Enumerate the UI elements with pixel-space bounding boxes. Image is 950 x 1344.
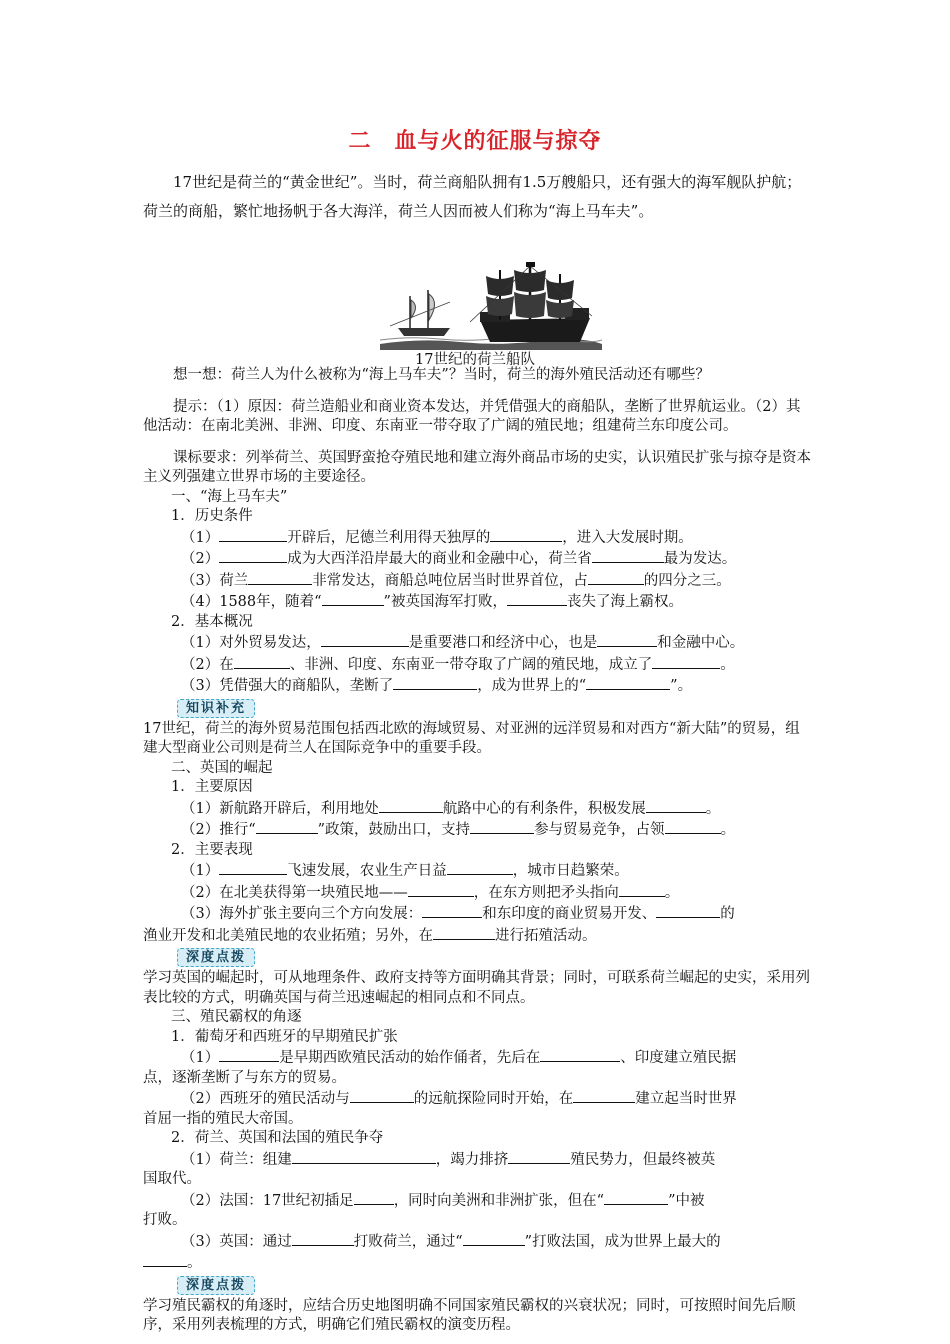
page-title: 二 血与火的征服与掠夺 [348, 129, 602, 154]
deep-insight-label: 深度点拨 [177, 1276, 255, 1295]
fill-line: 。 [143, 1252, 813, 1274]
supplement-paragraph: 学习英国的崛起时，可从地理条件、政府支持等方面明确其背景；同时，可联系荷兰崛起的史实，采用列表比较的方式，明确英国与荷兰迅速崛起的相同点和不同点。 [143, 970, 810, 1006]
section-heading: 三、殖民霸权的角逐 [171, 1009, 302, 1025]
think-question: 想一想：荷兰人为什么被称为“海上马车夫”？当时，荷兰的海外殖民活动还有哪些？ [173, 367, 710, 383]
fill-line: （1） 开辟后，尼德兰利用得天独厚的 ，进入大发展时期。 [143, 527, 813, 549]
subsection-heading: 1．葡萄牙和西班牙的早期殖民扩张 [171, 1028, 398, 1045]
fill-line: 打败。 [143, 1212, 187, 1228]
section-heading: 二、英国的崛起 [171, 759, 273, 776]
fill-line: （3）海外扩张主要向三个方向发展： 和东印度的商业贸易开发、 的 [143, 903, 813, 925]
fill-line: （1） 是早期西欧殖民活动的始作俑者，先后在 、印度建立殖民据 [143, 1047, 813, 1069]
dutch-fleet-illustration [380, 262, 602, 350]
fill-line: （1） 飞速发展，农业生产日益 ，城市日趋繁荣。 [143, 860, 813, 882]
fill-line: （3）英国：通过 打败荷兰，通过“ ”打败法国，成为世界上最大的 [143, 1231, 813, 1253]
supplement-paragraph: 17世纪，荷兰的海外贸易范围包括西北欧的海域贸易、对亚洲的远洋贸易和对西方“新大陆”的贸易，组建大型商业公司则是荷兰人在国际竞争中的重要手段。 [143, 720, 800, 756]
subsection-heading: 1．主要原因 [171, 779, 253, 795]
figure-caption: 17世纪的荷兰船队 [415, 352, 535, 368]
subsection-heading: 2．荷兰、英国和法国的殖民争夺 [171, 1130, 384, 1146]
subsection-heading: 1．历史条件 [171, 508, 253, 524]
fill-line: （1）荷兰：组建 ，竭力排挤 殖民势力，但最终被英 [143, 1149, 813, 1171]
fill-line: 渔业开发和北美殖民地的农业拓殖；另外，在 进行拓殖活动。 [143, 925, 813, 947]
fill-line: （2）在 、非洲、印度、东南亚一带夺取了广阔的殖民地，成立了 。 [143, 654, 813, 676]
fill-line: （2）在北美获得第一块殖民地—— ，在东方则把矛头指向 。 [143, 882, 813, 904]
knowledge-supplement-label: 知识补充 [177, 699, 255, 718]
fill-line: （3）荷兰 非常发达，商船总吨位居当时世界首位，占 的四分之三。 [143, 570, 813, 592]
fill-line: 国取代。 [143, 1171, 201, 1187]
fill-line: （2）法国：17世纪初插足 ，同时向美洲和非洲扩张，但在“ ”中被 [143, 1190, 813, 1212]
curriculum-standard: 课标要求：列举荷兰、英国野蛮抢夺殖民地和建立海外商品市场的史实，认识殖民扩张与掠夺是资本主义列强建立世界市场的主要途径。 [143, 449, 811, 485]
fill-line: （1）新航路开辟后，利用地处 航路中心的有利条件，积极发展 。 [143, 798, 813, 820]
intro-paragraph: 17世纪是荷兰的“黄金世纪”。当时，荷兰商船队拥有1.5万艘船只，还有强大的海军舰队护航；荷兰的商船，繁忙地扬帆于各大海洋，荷兰人因而被人们称为“海上马车夫”。 [143, 173, 802, 220]
fill-line: （3）凭借强大的商船队，垄断了 ，成为世界上的“ ”。 [143, 675, 813, 697]
fill-line: （2）西班牙的殖民活动与 的远航探险同时开始，在 建立起当时世界 [143, 1088, 813, 1110]
subsection-heading: 2．基本概况 [171, 613, 253, 630]
subsection-heading: 2．主要表现 [171, 841, 253, 858]
fill-line: （4）1588年，随着“ ”被英国海军打败， 丧失了海上霸权。 [143, 591, 813, 613]
fill-line: 首屈一指的殖民大帝国。 [143, 1110, 303, 1127]
fill-line: （2）推行“ ”政策，鼓励出口，支持 参与贸易竞争，占领 。 [143, 819, 813, 841]
fill-line: （1）对外贸易发达， 是重要港口和经济中心，也是 和金融中心。 [143, 632, 813, 654]
fill-line: （2） 成为大西洋沿岸最大的商业和金融中心，荷兰省 最为发达。 [143, 548, 813, 570]
deep-insight-label: 深度点拨 [177, 948, 255, 967]
supplement-paragraph: 学习殖民霸权的角逐时，应结合历史地图明确不同国家殖民霸权的兴衰状况；同时，可按照时间先后顺序，采用列表梳理的方式，明确它们殖民霸权的演变历程。 [143, 1297, 796, 1333]
content-flow [143, 366, 813, 1336]
section-heading: 一、“海上马车夫” [171, 488, 288, 505]
ship-image [380, 262, 602, 350]
fill-line: 点，逐渐垄断了与东方的贸易。 [143, 1069, 346, 1086]
hint-paragraph: 提示：（1）原因：荷兰造船业和商业资本发达，并凭借强大的商船队，垄断了世界航运业。（2）其他活动：在南北美洲、非洲、印度、东南亚一带夺取了广阔的殖民地；组建荷兰东印度公司。 [143, 398, 801, 434]
